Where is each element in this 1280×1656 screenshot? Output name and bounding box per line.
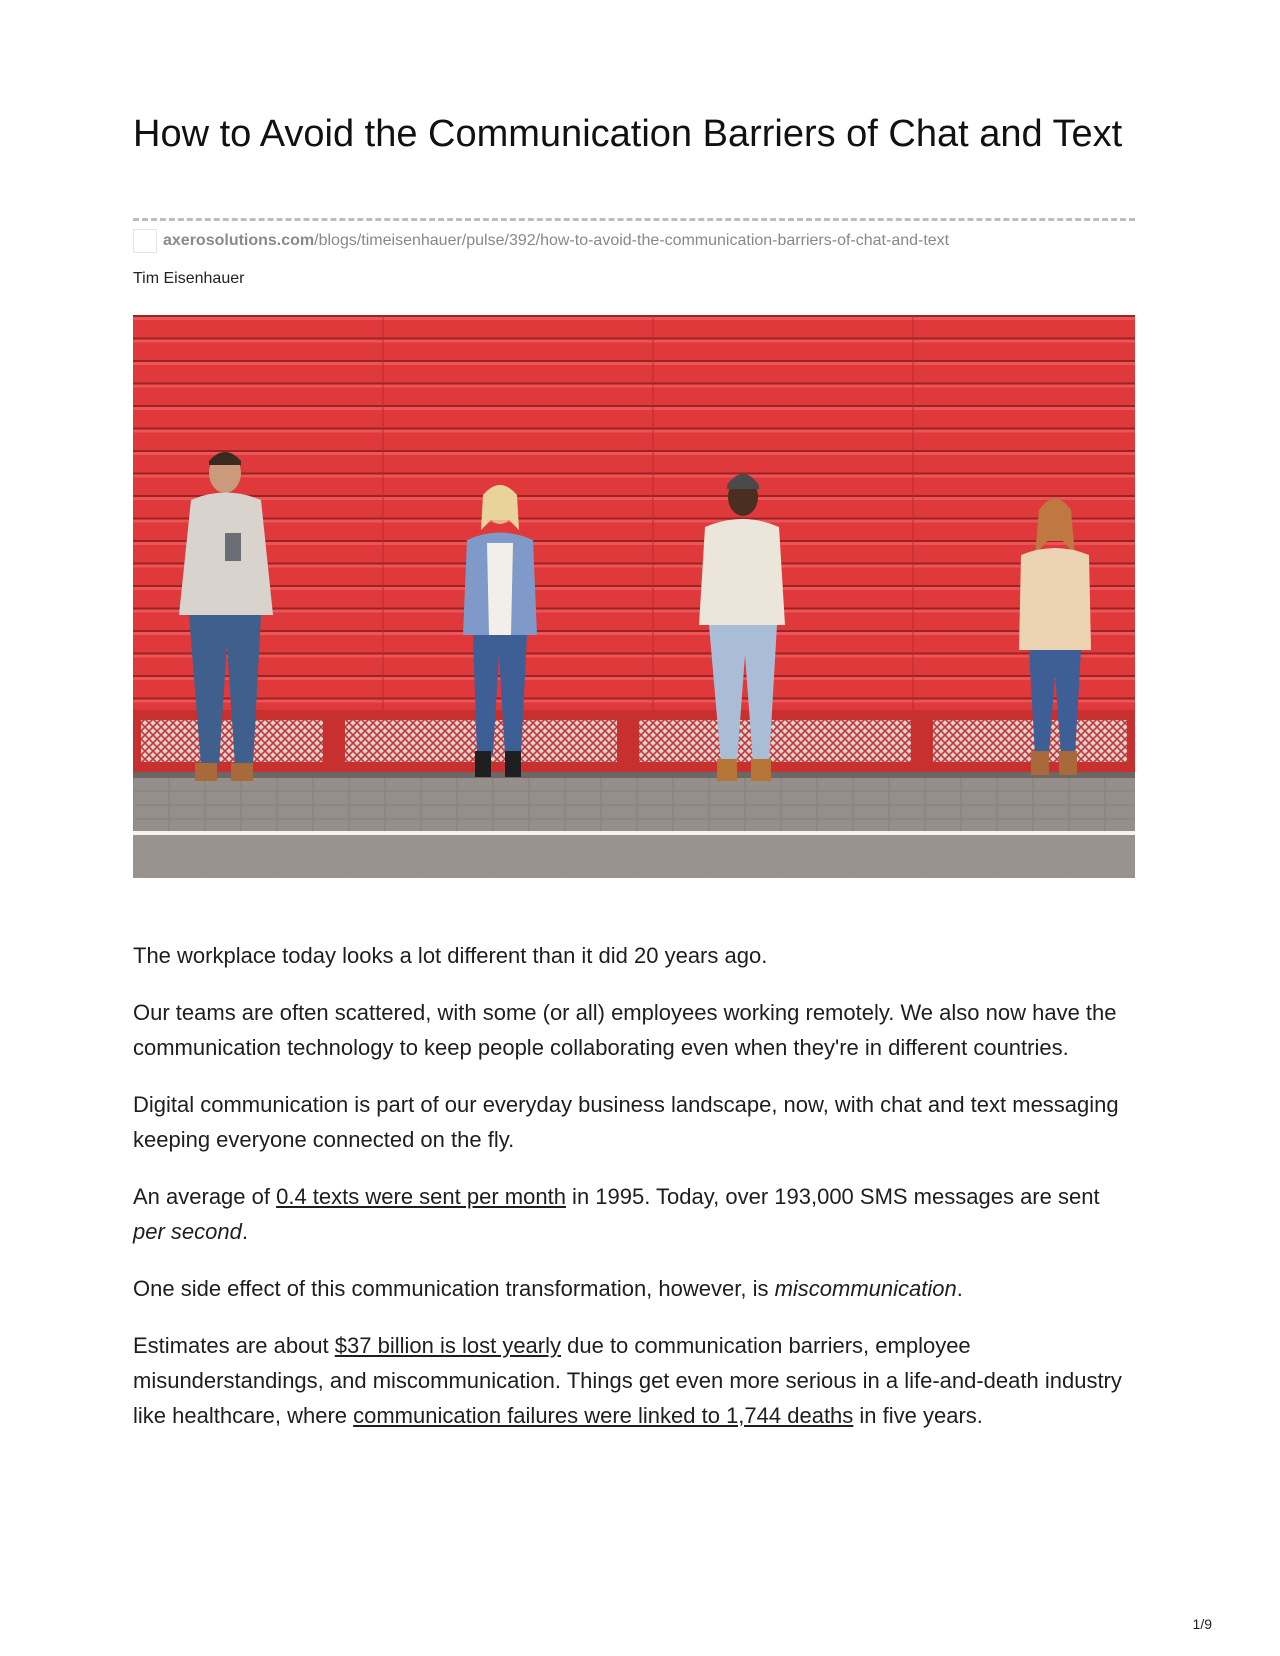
- hero-image: [133, 315, 1135, 878]
- source-domain[interactable]: axerosolutions.com: [163, 232, 315, 249]
- paragraph-3: Digital communication is part of our everyday business landscape, now, with chat and text messaging keeping everyone connected on the fly.: [133, 1092, 1119, 1152]
- billion-lost-link[interactable]: $37 billion is lost yearly: [334, 1333, 562, 1358]
- paragraph-6: [133, 1328, 1135, 1433]
- emphasis-text: per second: [133, 1219, 242, 1244]
- emphasis-text: miscommunication: [774, 1276, 957, 1301]
- source-path[interactable]: /blogs/timeisenhauer/pulse/392/how-to-avoid-the-communication-barriers-of-chat-and-text: [314, 232, 950, 249]
- communication-failures-link[interactable]: communication failures were linked to 1,744 deaths: [353, 1403, 854, 1428]
- text-span: One side effect of this communication transformation, however, is: [133, 1276, 775, 1301]
- text-span: An average of: [133, 1184, 277, 1209]
- text-span: .: [241, 1219, 248, 1244]
- text-span: in five years.: [853, 1403, 983, 1428]
- article-body: [133, 938, 1135, 1455]
- text-span: in 1995. Today, over 193,000 SMS messages are sent: [565, 1184, 1100, 1209]
- source-line: [133, 228, 949, 254]
- text-span: Estimates are about: [133, 1333, 335, 1358]
- site-favicon-icon: [133, 229, 157, 253]
- paragraph-2: Our teams are often scattered, with some (or all) employees working remotely. We also now have the communication technology to keep people collaborating even when they're in different countries.: [133, 1000, 1117, 1060]
- paragraph-4: [133, 1179, 1135, 1249]
- page-number: 1/9: [1192, 1616, 1212, 1632]
- text-span: due to communication barriers, employee misunderstandings, and miscommunication. Things get even more serious in a life-and-death industry like healthcare, where: [133, 1333, 1122, 1428]
- paragraph-5: [133, 1271, 1135, 1306]
- text-span: .: [956, 1276, 963, 1301]
- paragraph-1: The workplace today looks a lot different than it did 20 years ago.: [133, 943, 768, 968]
- title-divider: [133, 218, 1135, 221]
- author-name: Tim Eisenhauer: [133, 270, 245, 287]
- article-title: How to Avoid the Communication Barriers of Chat and Text: [133, 113, 1123, 155]
- texts-per-month-link[interactable]: 0.4 texts were sent per month: [276, 1184, 566, 1209]
